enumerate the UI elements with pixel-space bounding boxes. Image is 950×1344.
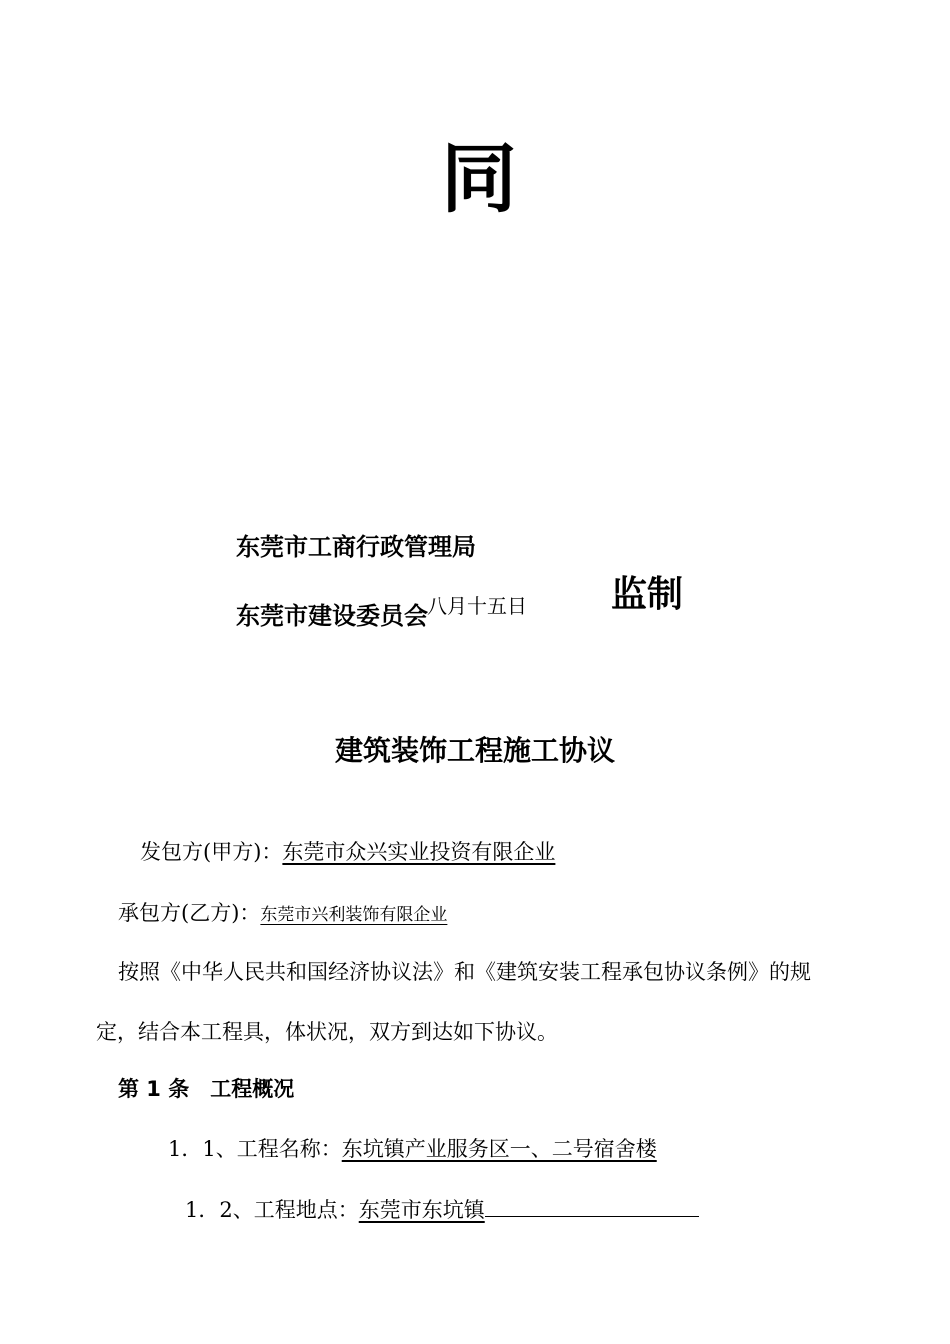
issuer-line-1: 东莞市工商行政管理局 [236,533,476,561]
party-b-line [118,897,447,927]
party-b-label: 承包方(乙方)： [118,901,261,925]
issuer-line-2: 东莞市建设委员会 [236,602,428,630]
party-a-line [140,836,555,866]
party-a-label: 发包方(甲方)： [140,840,283,864]
article-1-title: 第 1 条 工程概况 [118,1077,295,1101]
item-1-label: 1．1、工程名称： [168,1137,342,1161]
fill-in-blank [485,1196,699,1217]
issue-date: 八月十五日 [427,594,527,618]
document-title: 建筑装饰工程施工协议 [334,734,615,767]
party-a-value: 东莞市众兴实业投资有限企业 [282,840,556,864]
item-1-line [168,1133,657,1163]
item-2-value: 东莞市东坑镇 [358,1198,485,1222]
supervise-label: 监制 [611,574,684,615]
cover-title-char: 同 [441,134,517,223]
preamble-line-2: 定，结合本工程具，体状况，双方到达如下协议。 [96,1020,558,1044]
item-2-line [185,1194,699,1224]
item-2-label: 1．2、工程地点： [185,1198,359,1222]
party-b-value: 东莞市兴利装饰有限企业 [260,905,448,925]
item-1-value: 东坑镇产业服务区一、二号宿舍楼 [341,1137,657,1161]
preamble-line-1: 按照《中华人民共和国经济协议法》和《建筑安装工程承包协议条例》的规 [118,960,811,984]
